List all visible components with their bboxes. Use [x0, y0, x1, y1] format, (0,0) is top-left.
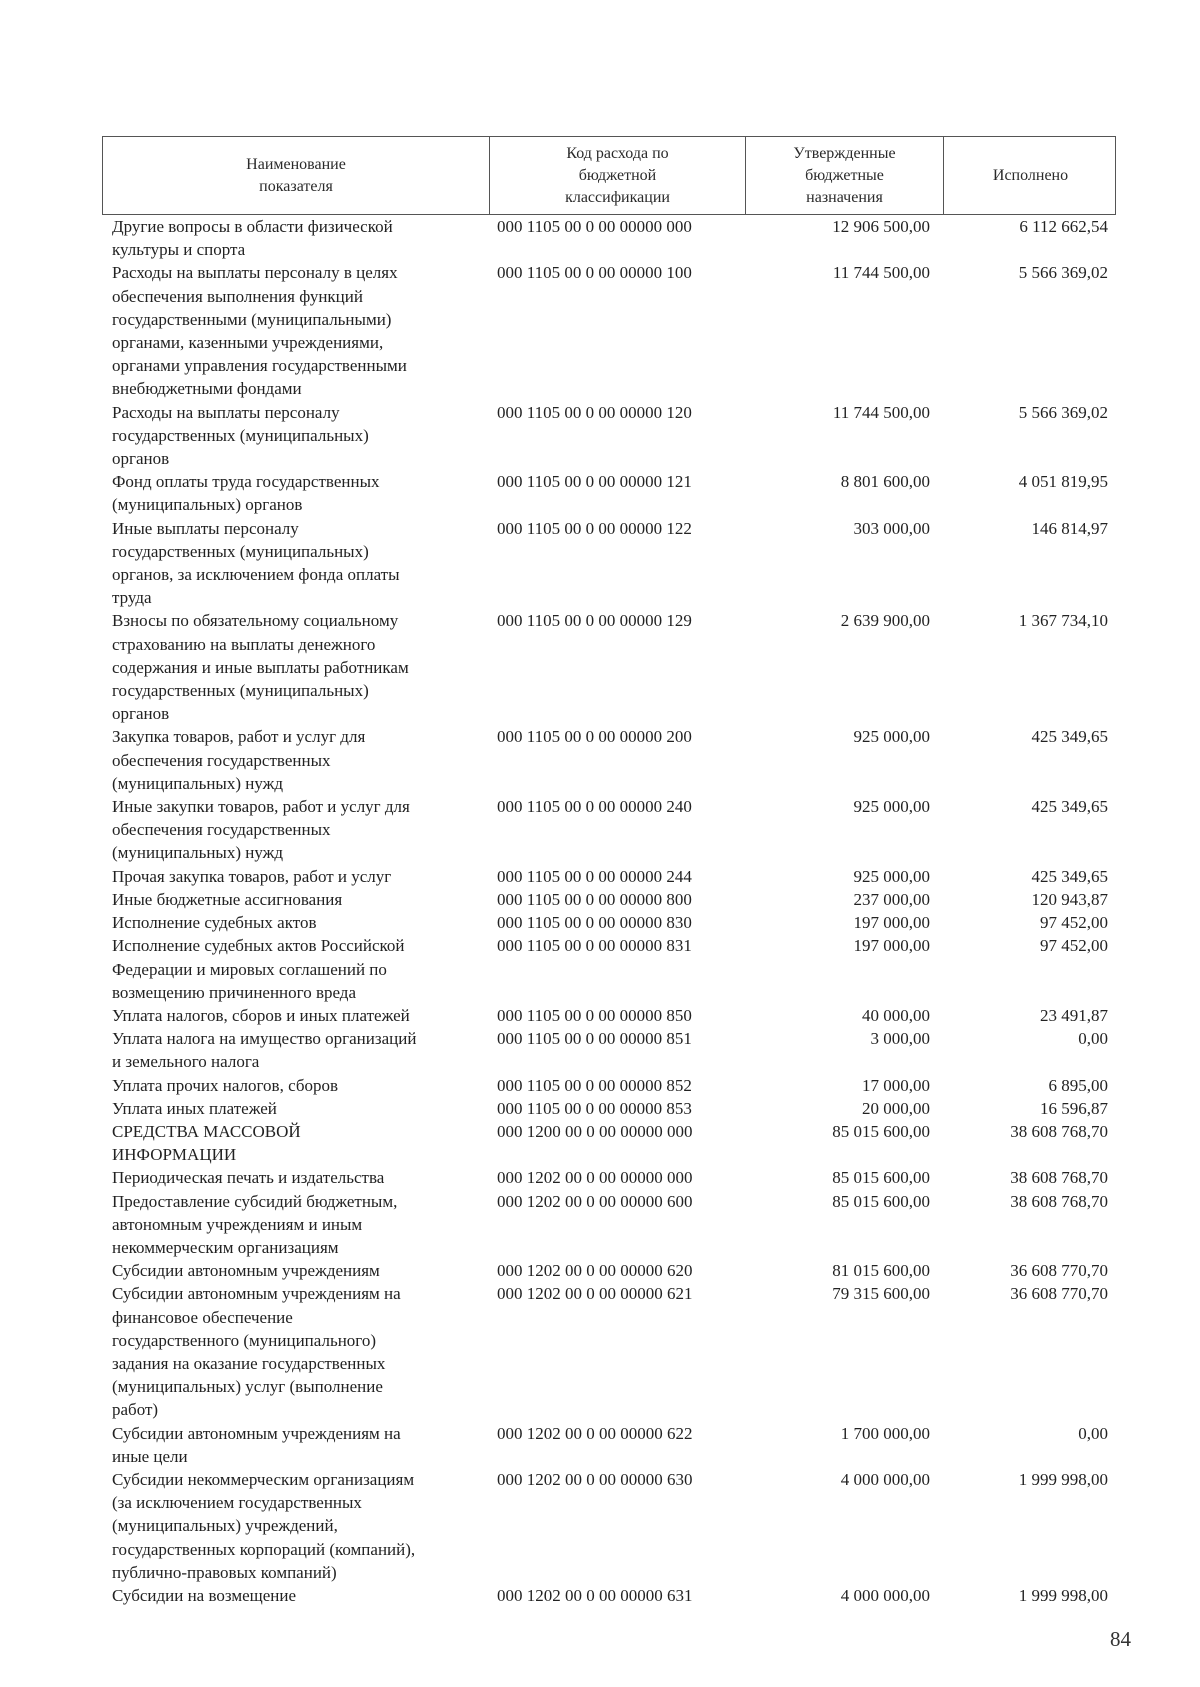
row-executed: 1 367 734,10: [1018, 611, 1108, 631]
row-name: Уплата налогов, сборов и иных платежей: [112, 1005, 410, 1025]
row-executed: 425 349,65: [1031, 866, 1108, 886]
row-approved: 925 000,00: [853, 727, 930, 747]
table-row: [102, 470, 1116, 516]
row-approved: 197 000,00: [853, 913, 930, 933]
row-approved: 237 000,00: [853, 889, 930, 909]
row-code: 000 1105 00 0 00 00000 850: [497, 1005, 692, 1025]
row-executed: 16 596,87: [1040, 1098, 1108, 1118]
row-approved: 17 000,00: [862, 1075, 930, 1095]
row-name: Субсидии некоммерческим организациям (за исключением государственных (муниципальных) учреждений, государственных корпораций (компаний), публично-правовых компаний): [112, 1469, 416, 1582]
row-code: 000 1105 00 0 00 00000 830: [497, 913, 692, 933]
row-name: Периодическая печать и издательства: [112, 1168, 385, 1188]
row-approved: 11 744 500,00: [832, 263, 930, 283]
row-approved: 12 906 500,00: [832, 217, 930, 236]
row-name: Расходы на выплаты персоналу государственных (муниципальных) органов: [112, 402, 369, 469]
row-approved: 3 000,00: [870, 1029, 930, 1049]
table-row: [102, 1468, 1116, 1584]
row-code: 000 1202 00 0 00 00000 622: [497, 1423, 693, 1443]
row-code: 000 1105 00 0 00 00000 100: [497, 263, 692, 283]
row-code: 000 1105 00 0 00 00000 200: [497, 727, 692, 747]
row-approved: 2 639 900,00: [840, 611, 930, 631]
table-row: [102, 725, 1116, 795]
row-code: 000 1105 00 0 00 00000 240: [497, 797, 692, 817]
row-code: 000 1105 00 0 00 00000 853: [497, 1098, 692, 1118]
row-name: Предоставление субсидий бюджетным, автономным учреждениям и иным некоммерческим организациям: [112, 1191, 398, 1257]
table-row: [102, 1584, 1116, 1607]
row-executed: 1 999 998,00: [1018, 1585, 1108, 1605]
row-name: Прочая закупка товаров, работ и услуг: [112, 866, 392, 886]
table-row: [102, 1166, 1116, 1189]
row-executed: 5 566 369,02: [1018, 402, 1108, 422]
row-approved: 79 315 600,00: [832, 1284, 930, 1304]
table-row: [102, 865, 1116, 888]
table-row: [102, 1190, 1116, 1260]
table-row: [102, 215, 1116, 261]
table-row: [102, 888, 1116, 911]
row-code: 000 1202 00 0 00 00000 631: [497, 1585, 693, 1605]
row-name: Расходы на выплаты персоналу в целях обеспечения выполнения функций государственными (муниципальными) органами, казенными учреждениями, органами управления государственными внебюджетными фондами: [112, 263, 407, 399]
row-name: Субсидии автономным учреждениям на иные цели: [112, 1423, 401, 1466]
table-header: [102, 136, 1116, 215]
header-code: Код расхода по бюджетной классификации: [489, 137, 745, 214]
row-approved: 197 000,00: [853, 936, 930, 956]
table-row: [102, 1259, 1116, 1282]
row-approved: 8 801 600,00: [840, 472, 930, 492]
row-code: 000 1105 00 0 00 00000 831: [497, 936, 692, 956]
row-code: 000 1105 00 0 00 00000 129: [497, 611, 692, 631]
row-name: Субсидии на возмещение: [112, 1585, 297, 1605]
row-approved: 40 000,00: [862, 1005, 930, 1025]
table-row: [102, 1120, 1116, 1166]
row-name: Другие вопросы в области физической культуры и спорта: [112, 217, 393, 260]
row-approved: 81 015 600,00: [832, 1261, 930, 1281]
row-name: Исполнение судебных актов Российской Федерации и мировых соглашений по возмещению причиненного вреда: [112, 936, 405, 1002]
table-row: [102, 261, 1116, 400]
table-row: [102, 1097, 1116, 1120]
row-executed: 425 349,65: [1031, 727, 1108, 747]
row-name: Уплата иных платежей: [112, 1098, 277, 1118]
row-executed: 38 608 768,70: [1010, 1168, 1108, 1188]
row-code: 000 1202 00 0 00 00000 630: [497, 1469, 693, 1489]
row-name: Закупка товаров, работ и услуг для обеспечения государственных (муниципальных) нужд: [112, 727, 366, 793]
row-approved: 11 744 500,00: [832, 402, 930, 422]
table-row: [102, 609, 1116, 725]
row-approved: 4 000 000,00: [840, 1585, 930, 1605]
row-name: Взносы по обязательному социальному страхованию на выплаты денежного содержания и иные выплаты работникам государственных (муниципальных) органов: [112, 611, 409, 724]
row-approved: 85 015 600,00: [832, 1191, 930, 1211]
row-code: 000 1200 00 0 00 00000 000: [497, 1121, 693, 1141]
table-body: [102, 215, 1116, 1607]
row-code: 000 1105 00 0 00 00000 852: [497, 1075, 692, 1095]
row-executed: 425 349,65: [1031, 797, 1108, 817]
row-executed: 36 608 770,70: [1010, 1261, 1108, 1281]
table-row: [102, 1282, 1116, 1421]
row-name: Иные бюджетные ассигнования: [112, 889, 343, 909]
header-executed: Исполнено: [943, 137, 1117, 214]
budget-table: [102, 136, 1116, 1607]
row-executed: 0,00: [1078, 1029, 1108, 1049]
row-name: СРЕДСТВА МАССОВОЙ ИНФОРМАЦИИ: [112, 1121, 301, 1165]
row-code: 000 1105 00 0 00 00000 121: [497, 472, 692, 492]
row-code: 000 1202 00 0 00 00000 621: [497, 1284, 693, 1304]
row-name: Субсидии автономным учреждениям на финансовое обеспечение государственного (муниципального) задания на оказание государственных (муниципальных) услуг (выполнение работ): [112, 1284, 401, 1420]
row-approved: 20 000,00: [862, 1098, 930, 1118]
row-code: 000 1105 00 0 00 00000 120: [497, 402, 692, 422]
table-row: [102, 1027, 1116, 1073]
row-name: Иные закупки товаров, работ и услуг для обеспечения государственных (муниципальных) нужд: [112, 797, 410, 863]
table-row: [102, 401, 1116, 471]
row-code: 000 1105 00 0 00 00000 122: [497, 518, 692, 538]
row-executed: 38 608 768,70: [1010, 1121, 1108, 1141]
row-executed: 97 452,00: [1040, 913, 1108, 933]
table-row: [102, 1074, 1116, 1097]
row-code: 000 1105 00 0 00 00000 000: [497, 217, 692, 236]
table-row: [102, 934, 1116, 1004]
table-row: [102, 1422, 1116, 1468]
row-executed: 4 051 819,95: [1018, 472, 1108, 492]
row-approved: 1 700 000,00: [840, 1423, 930, 1443]
row-name: Уплата прочих налогов, сборов: [112, 1075, 338, 1095]
table-row: [102, 517, 1116, 610]
row-approved: 4 000 000,00: [840, 1469, 930, 1489]
page-number: 84: [1110, 1627, 1131, 1651]
row-name: Уплата налога на имущество организаций и земельного налога: [112, 1029, 417, 1072]
row-executed: 97 452,00: [1040, 936, 1108, 956]
row-approved: 925 000,00: [853, 797, 930, 817]
header-approved: Утвержденные бюджетные назначения: [745, 137, 943, 214]
row-executed: 5 566 369,02: [1018, 263, 1108, 283]
row-executed: 0,00: [1078, 1423, 1108, 1443]
row-name: Субсидии автономным учреждениям: [112, 1261, 380, 1281]
table-row: [102, 1004, 1116, 1027]
row-approved: 85 015 600,00: [832, 1121, 930, 1141]
row-executed: 23 491,87: [1040, 1005, 1108, 1025]
header-name: Наименование показателя: [246, 155, 346, 195]
row-approved: 303 000,00: [853, 518, 930, 538]
row-code: 000 1202 00 0 00 00000 600: [497, 1191, 693, 1211]
row-name: Фонд оплаты труда государственных (муниципальных) органов: [112, 472, 380, 515]
row-executed: 36 608 770,70: [1010, 1284, 1108, 1304]
row-executed: 6 112 662,54: [1019, 217, 1108, 236]
row-code: 000 1202 00 0 00 00000 620: [497, 1261, 693, 1281]
row-executed: 1 999 998,00: [1018, 1469, 1108, 1489]
row-executed: 146 814,97: [1031, 518, 1108, 538]
row-name: Исполнение судебных актов: [112, 913, 317, 933]
row-executed: 6 895,00: [1048, 1075, 1108, 1095]
row-code: 000 1105 00 0 00 00000 244: [497, 866, 692, 886]
row-executed: 38 608 768,70: [1010, 1191, 1108, 1211]
row-name: Иные выплаты персоналу государственных (муниципальных) органов, за исключением фонда оплаты труда: [112, 518, 400, 608]
row-code: 000 1202 00 0 00 00000 000: [497, 1168, 693, 1188]
row-executed: 120 943,87: [1031, 889, 1108, 909]
row-approved: 85 015 600,00: [832, 1168, 930, 1188]
row-approved: 925 000,00: [853, 866, 930, 886]
row-code: 000 1105 00 0 00 00000 851: [497, 1029, 692, 1049]
table-row: [102, 795, 1116, 865]
table-row: [102, 911, 1116, 934]
row-code: 000 1105 00 0 00 00000 800: [497, 889, 692, 909]
